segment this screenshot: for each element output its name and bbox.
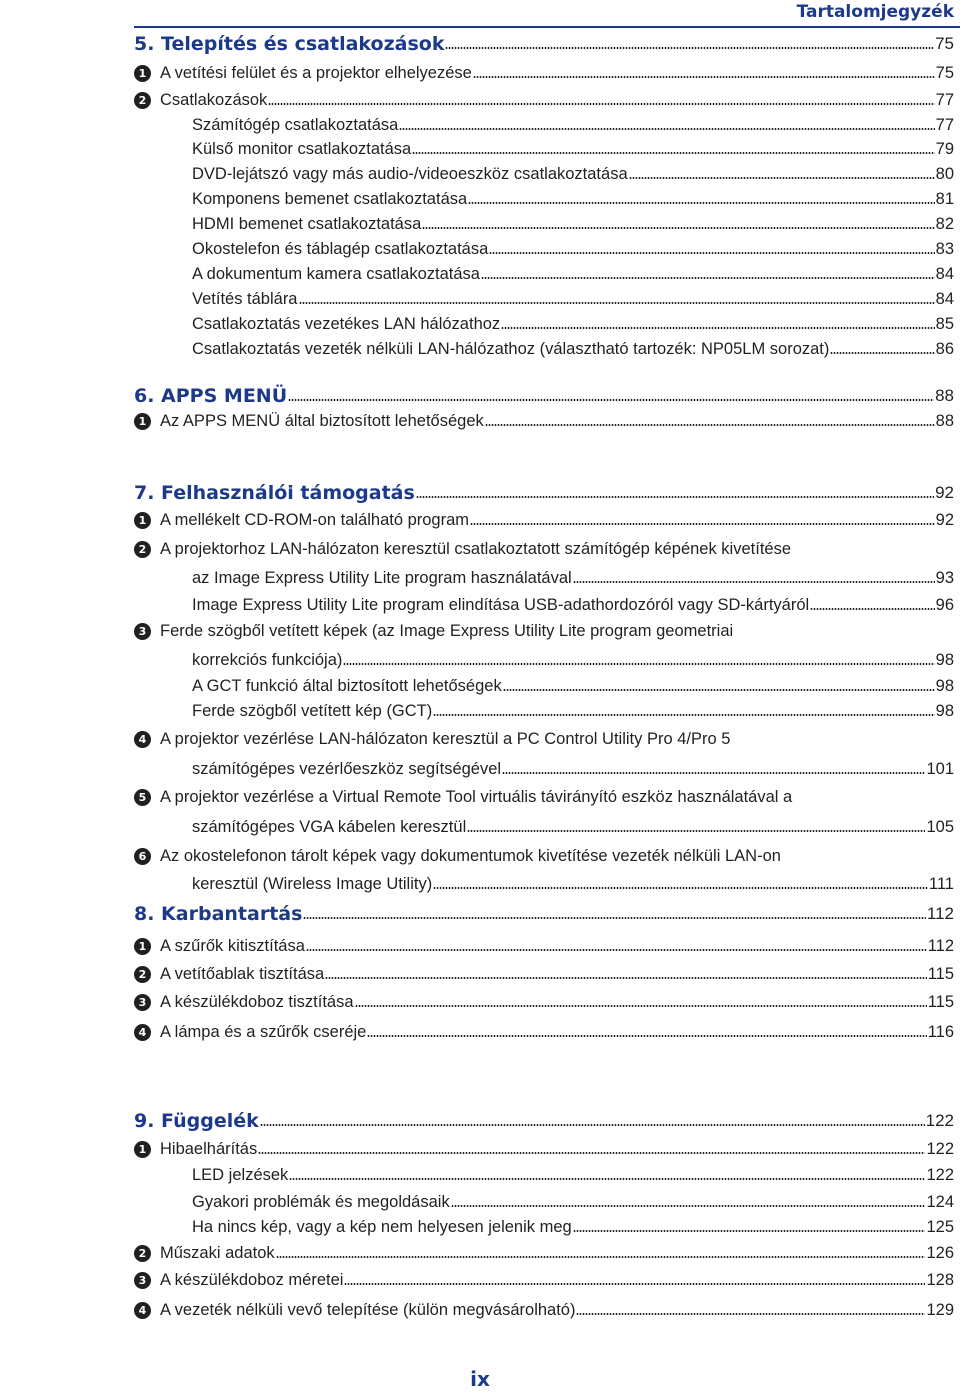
toc-entry-title: 8. Karbantartás — [134, 903, 303, 925]
dot-leader — [502, 771, 925, 775]
toc-page-number: 80 — [935, 165, 954, 183]
dot-leader — [416, 495, 934, 499]
toc-entry-title: Ha nincs kép, vagy a kép nem helyesen jelenik meg — [192, 1218, 572, 1236]
dot-leader — [433, 713, 934, 717]
toc-subitem[interactable] — [192, 815, 954, 839]
toc-item-number: 4 — [134, 1302, 151, 1319]
toc-page-number: 112 — [926, 904, 954, 923]
toc-subitem[interactable] — [192, 287, 954, 311]
toc-page-number: 84 — [935, 290, 954, 308]
toc-page-number: 98 — [935, 651, 954, 669]
dot-leader — [445, 46, 934, 50]
dot-leader — [288, 398, 934, 402]
toc-entry-title: 9. Függelék — [134, 1110, 259, 1132]
toc-entry-title: LED jelzések — [192, 1166, 289, 1184]
dot-leader — [573, 1229, 926, 1233]
toc-entry-title: 6. APPS MENÜ — [134, 385, 288, 407]
toc-item[interactable] — [160, 934, 954, 958]
toc-subitem[interactable] — [192, 593, 954, 617]
dot-leader — [355, 1004, 927, 1008]
toc-entry-title: korrekciós funkciója) — [192, 651, 343, 669]
toc-page-number: 82 — [935, 215, 954, 233]
toc-subitem[interactable] — [192, 337, 954, 361]
dot-leader — [830, 351, 934, 355]
toc-entry-title: HDMI bemenet csatlakoztatása — [192, 215, 422, 233]
toc-page-number: 77 — [935, 116, 954, 134]
dot-leader — [343, 662, 934, 666]
toc-item[interactable] — [160, 508, 954, 532]
toc-page-number: 92 — [935, 511, 954, 529]
toc-page-number: 115 — [927, 993, 954, 1011]
toc-item-number: 2 — [134, 966, 151, 983]
toc-item-number: 5 — [134, 789, 151, 806]
toc-chapter[interactable] — [134, 902, 954, 926]
toc-subitem[interactable] — [192, 237, 954, 261]
dot-leader — [810, 607, 934, 611]
dot-leader — [276, 1255, 926, 1259]
toc-entry-title: Image Express Utility Lite program elindítása USB-adathordozóról vagy SD-kártyáról — [192, 596, 810, 614]
toc-item[interactable] — [160, 962, 954, 986]
toc-entry-title: Csatlakoztatás vezetékes LAN hálózathoz — [192, 315, 501, 333]
toc-item-number: 4 — [134, 731, 151, 748]
toc-item[interactable] — [160, 88, 954, 112]
dot-leader — [467, 829, 925, 833]
toc-item-number: 3 — [134, 994, 151, 1011]
dot-leader — [325, 976, 927, 980]
toc-page-number: 112 — [927, 937, 954, 955]
toc-item-number: 1 — [134, 1141, 151, 1158]
toc-entry-title: A GCT funkció által biztosított lehetőségek — [192, 677, 502, 695]
toc-page-number: 122 — [926, 1166, 954, 1184]
dot-leader — [367, 1034, 926, 1038]
dot-leader — [473, 75, 935, 79]
dot-leader — [289, 1177, 925, 1181]
toc-entry-title: A mellékelt CD-ROM-on található program — [160, 511, 470, 529]
header-title: Tartalomjegyzék — [796, 2, 954, 22]
toc-entry-title: 5. Telepítés és csatlakozások — [134, 33, 445, 55]
toc-subitem[interactable] — [192, 162, 954, 186]
dot-leader — [481, 276, 935, 280]
toc-page-number: 101 — [926, 760, 954, 778]
toc-subitem[interactable] — [192, 262, 954, 286]
toc-entry-title: A készülékdoboz tisztítása — [160, 993, 354, 1011]
toc-chapter[interactable] — [134, 384, 954, 408]
toc-item-title: A projektor vezérlése LAN-hálózaton keresztül a PC Control Utility Pro 4/Pro 5 — [160, 730, 731, 748]
toc-item[interactable] — [160, 1268, 954, 1292]
dot-leader — [576, 1312, 925, 1316]
toc-subitem[interactable] — [192, 757, 954, 781]
toc-item[interactable] — [160, 1020, 954, 1044]
toc-subitem[interactable] — [192, 566, 954, 590]
toc-entry-title: 7. Felhasználói támogatás — [134, 482, 415, 504]
dot-leader — [501, 326, 934, 330]
toc-subitem[interactable] — [192, 113, 954, 137]
toc-page-number: 88 — [935, 386, 954, 405]
toc-item[interactable] — [160, 61, 954, 85]
page-number: ix — [470, 1367, 490, 1391]
toc-item[interactable] — [160, 1137, 954, 1161]
toc-entry-title: Műszaki adatok — [160, 1244, 275, 1262]
toc-item-number: 6 — [134, 848, 151, 865]
toc-entry-title: A vetítőablak tisztítása — [160, 965, 325, 983]
toc-item-number: 4 — [134, 1024, 151, 1041]
dot-leader — [470, 522, 935, 526]
toc-entry-title: az Image Express Utility Lite program használatával — [192, 569, 572, 587]
toc-subitem[interactable] — [192, 137, 954, 161]
toc-page-number: 124 — [926, 1193, 954, 1211]
toc-page-number: 84 — [935, 265, 954, 283]
dot-leader — [489, 251, 934, 255]
toc-subitem[interactable] — [192, 187, 954, 211]
toc-entry-title: Komponens bemenet csatlakoztatása — [192, 190, 468, 208]
toc-subitem[interactable] — [192, 648, 954, 672]
toc-page-number: 122 — [926, 1140, 954, 1158]
dot-leader — [303, 916, 925, 920]
toc-entry-title: Vetítés táblára — [192, 290, 298, 308]
dot-leader — [260, 1123, 925, 1127]
toc-page-number: 75 — [935, 64, 954, 82]
toc-entry-title: Számítógép csatlakoztatása — [192, 116, 399, 134]
toc-entry-title: számítógépes VGA kábelen keresztül — [192, 818, 467, 836]
toc-chapter[interactable] — [134, 1109, 954, 1133]
toc-item-title: Az okostelefonon tárolt képek vagy dokumentumok kivetítése vezeték nélküli LAN-on — [160, 847, 781, 865]
toc-item-number: 2 — [134, 541, 151, 558]
dot-leader — [344, 1282, 925, 1286]
toc-entry-title: Ferde szögből vetített kép (GCT) — [192, 702, 433, 720]
toc-page-number: 115 — [927, 965, 954, 983]
toc-item-number: 1 — [134, 413, 151, 430]
toc-page-number: 105 — [926, 818, 954, 836]
toc-subitem[interactable] — [192, 699, 954, 723]
dot-leader — [629, 176, 935, 180]
toc-item-number: 1 — [134, 938, 151, 955]
toc-entry-title: Csatlakoztatás vezeték nélküli LAN-hálózathoz (választható tartozék: NP05LM sorozat) — [192, 340, 830, 358]
toc-entry-title: számítógépes vezérlőeszköz segítségével — [192, 760, 502, 778]
toc-page-number: 85 — [935, 315, 954, 333]
dot-leader — [573, 580, 935, 584]
toc-entry-title: A vezeték nélküli vevő telepítése (külön megvásárolható) — [160, 1301, 576, 1319]
dot-leader — [451, 1204, 926, 1208]
toc-entry-title: Külső monitor csatlakoztatása — [192, 140, 412, 158]
toc-item[interactable] — [160, 1241, 954, 1265]
toc-subitem[interactable] — [192, 1163, 954, 1187]
toc-page-number: 98 — [935, 702, 954, 720]
toc-entry-title: DVD-lejátszó vagy más audio-/videoeszköz csatlakoztatása — [192, 165, 628, 183]
toc-chapter[interactable] — [134, 32, 954, 56]
toc-entry-title: A készülékdoboz méretei — [160, 1271, 344, 1289]
toc-item-number: 1 — [134, 65, 151, 82]
toc-item-number: 2 — [134, 1245, 151, 1262]
dot-leader — [503, 688, 935, 692]
toc-item-number: 1 — [134, 512, 151, 529]
toc-page-number: 75 — [935, 34, 954, 53]
toc-entry-title: A vetítési felület és a projektor elhelyezése — [160, 64, 472, 82]
toc-entry-title: Az APPS MENÜ által biztosított lehetőségek — [160, 412, 484, 430]
dot-leader — [468, 201, 934, 205]
toc-page-number: 77 — [935, 91, 954, 109]
dot-leader — [399, 127, 934, 131]
toc-item-number: 3 — [134, 623, 151, 640]
toc-subitem[interactable] — [192, 674, 954, 698]
dot-leader — [485, 423, 935, 427]
toc-item-title: A projektorhoz LAN-hálózaton keresztül csatlakoztatott számítógép képének kivetítése — [160, 540, 792, 558]
toc-entry-title: A dokumentum kamera csatlakoztatása — [192, 265, 480, 283]
toc-entry-title: Csatlakozások — [160, 91, 268, 109]
toc-page-number: 129 — [926, 1301, 954, 1319]
toc-entry-title: A lámpa és a szűrők cseréje — [160, 1023, 367, 1041]
toc-page-number: 128 — [926, 1271, 954, 1289]
toc-subitem[interactable] — [192, 212, 954, 236]
toc-subitem[interactable] — [192, 1215, 954, 1239]
toc-subitem[interactable] — [192, 872, 954, 896]
toc-item[interactable] — [160, 990, 954, 1014]
toc-entry-title: Hibaelhárítás — [160, 1140, 258, 1158]
dot-leader — [258, 1151, 925, 1155]
dot-leader — [412, 151, 934, 155]
toc-page-number: 98 — [935, 677, 954, 695]
toc-entry-title: Okostelefon és táblagép csatlakoztatása — [192, 240, 489, 258]
toc-item-number: 2 — [134, 92, 151, 109]
toc-page-number: 93 — [935, 569, 954, 587]
toc-page-number: 122 — [925, 1111, 954, 1130]
toc-subitem[interactable] — [192, 1190, 954, 1214]
toc-page-number: 116 — [927, 1023, 954, 1041]
toc-page-number: 111 — [928, 875, 954, 893]
dot-leader — [306, 948, 927, 952]
toc-page-number: 88 — [935, 412, 954, 430]
toc-item-title: A projektor vezérlése a Virtual Remote Tool virtuális távirányító eszköz használatával a — [160, 788, 793, 806]
toc-subitem[interactable] — [192, 312, 954, 336]
toc-chapter[interactable] — [134, 481, 954, 505]
toc-item[interactable] — [160, 409, 954, 433]
toc-page-number: 86 — [935, 340, 954, 358]
toc-item-number: 3 — [134, 1272, 151, 1289]
toc-page-number: 92 — [935, 483, 954, 502]
toc-entry-title: A szűrők kitisztítása — [160, 937, 305, 955]
toc-item-title: Ferde szögből vetített képek (az Image Express Utility Lite program geometriai — [160, 622, 734, 640]
toc-page-number: 125 — [926, 1218, 954, 1236]
toc-page-number: 83 — [935, 240, 954, 258]
toc-page-number: 126 — [926, 1244, 954, 1262]
dot-leader — [268, 102, 934, 106]
dot-leader — [422, 226, 934, 230]
toc-entry-title: Gyakori problémák és megoldásaik — [192, 1193, 450, 1211]
toc-page-number: 81 — [935, 190, 954, 208]
toc-page-number: 96 — [935, 596, 954, 614]
toc-item[interactable] — [160, 1298, 954, 1322]
dot-leader — [299, 301, 935, 305]
toc-page-number: 79 — [935, 140, 954, 158]
toc-entry-title: keresztül (Wireless Image Utility) — [192, 875, 433, 893]
dot-leader — [433, 886, 928, 890]
